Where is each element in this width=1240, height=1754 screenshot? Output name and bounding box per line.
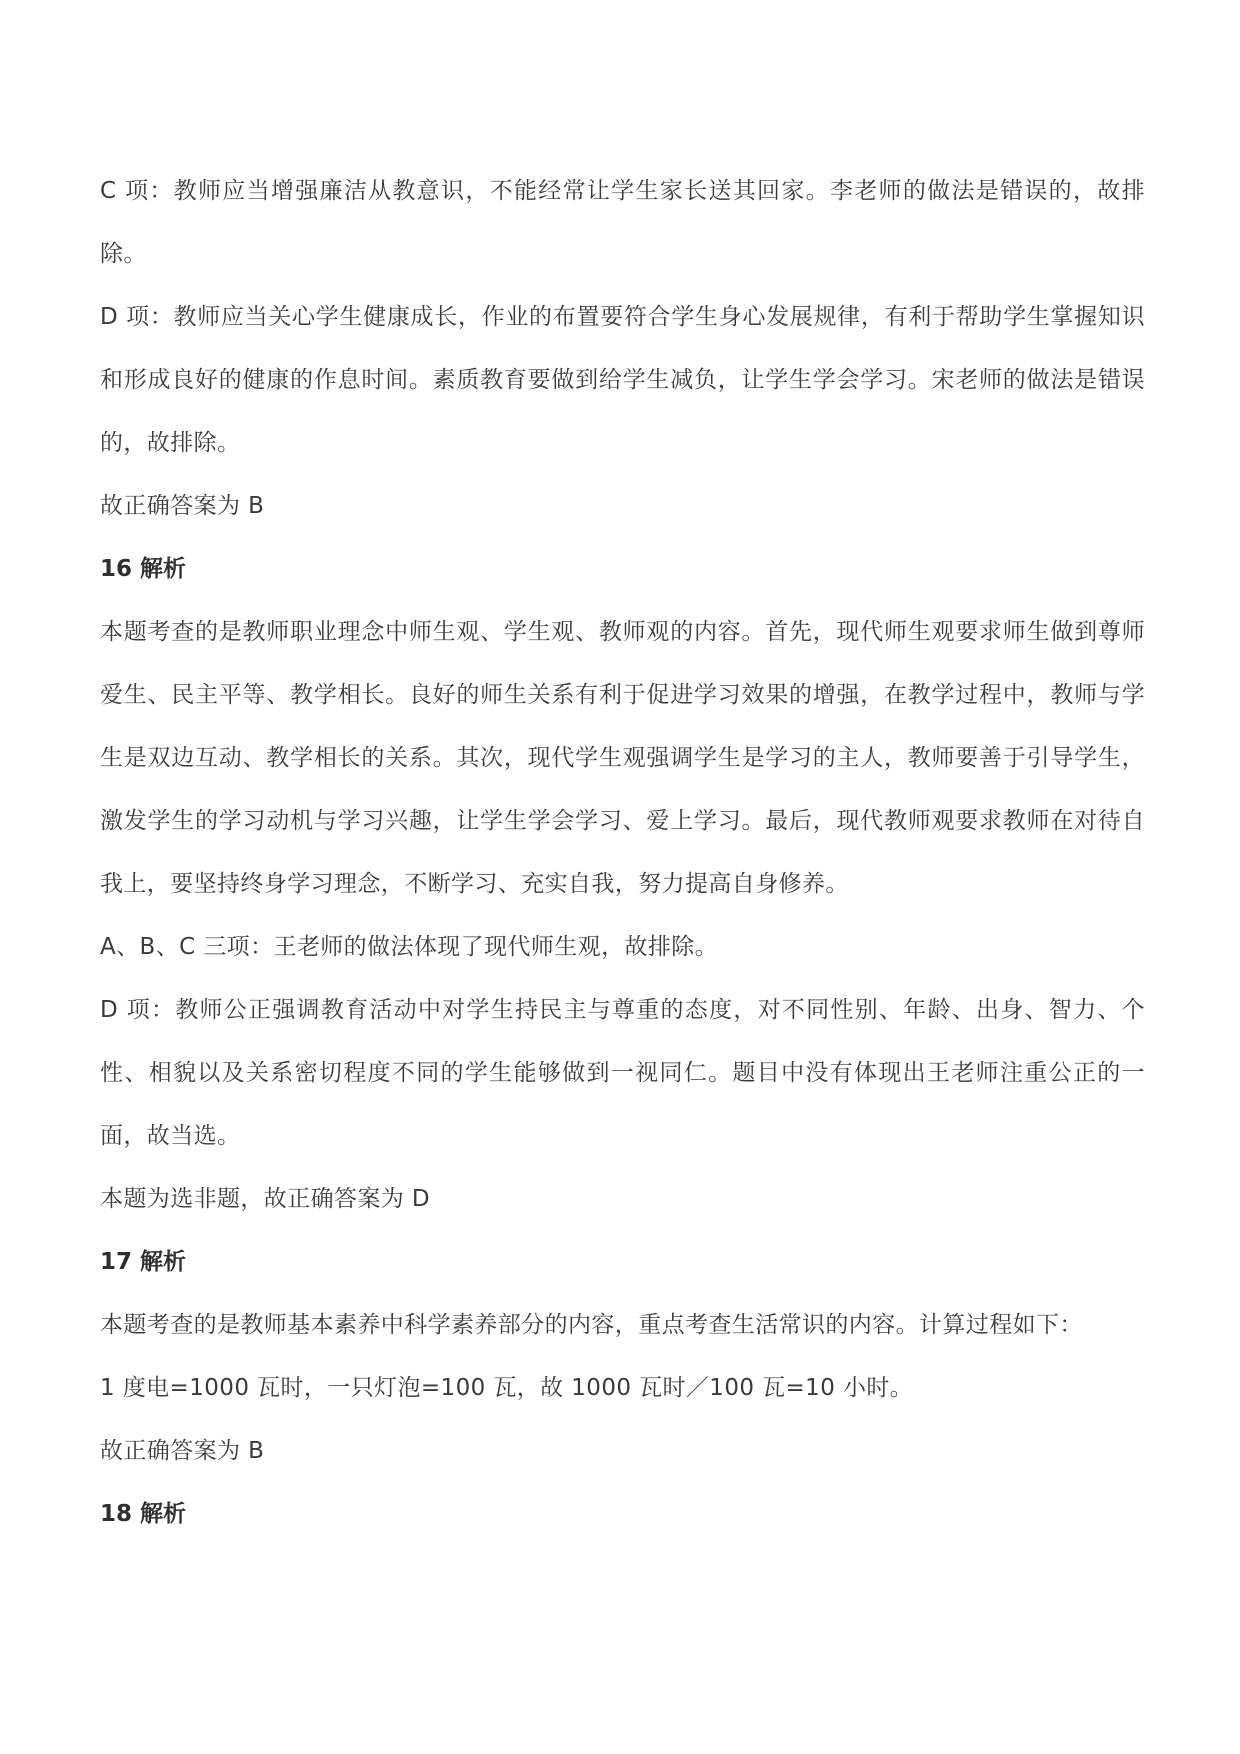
answer-17: 故正确答案为 B [100,1438,265,1464]
paragraph-17-intro: 本题考查的是教师基本素养中科学素养部分的内容，重点考查生活常识的内容。计算过程如下： [100,1312,1083,1338]
paragraph-c-option-15: C 项：教师应当增强廉洁从教意识，不能经常让学生家长送其回家。李老师的做法是错误的，故排除。 [100,178,1145,267]
heading-18-analysis: 18 解析 [100,1501,187,1527]
answer-16: 本题为选非题，故正确答案为 D [100,1186,431,1212]
document-page [100,160,1145,1546]
paragraph-17-calc: 1 度电=1000 瓦时，一只灯泡=100 瓦，故 1000 瓦时／100 瓦=10 小时。 [100,1375,914,1401]
paragraph-16-d: D 项：教师公正强调教育活动中对学生持民主与尊重的态度，对不同性别、年龄、出身、智力、个性、相貌以及关系密切程度不同的学生能够做到一视同仁。题目中没有体现出王老师注重公正的一面，故当选。 [100,997,1145,1149]
heading-17-analysis: 17 解析 [100,1249,187,1275]
paragraph-d-option-15: D 项：教师应当关心学生健康成长，作业的布置要符合学生身心发展规律，有利于帮助学生掌握知识和形成良好的健康的作息时间。素质教育要做到给学生减负，让学生学会学习。宋老师的做法是错误的，故排除。 [100,304,1145,456]
answer-15: 故正确答案为 B [100,493,265,519]
heading-16-analysis: 16 解析 [100,556,187,582]
paragraph-16-intro: 本题考查的是教师职业理念中师生观、学生观、教师观的内容。首先，现代师生观要求师生做到尊师爱生、民主平等、教学相长。良好的师生关系有利于促进学习效果的增强，在教学过程中，教师与学生是双边互动、教学相长的关系。其次，现代学生观强调学生是学习的主人，教师要善于引导学生，激发学生的学习动机与学习兴趣，让学生学会学习、爱上学习。最后，现代教师观要求教师在对待自我上，要坚持终身学习理念，不断学习、充实自我，努力提高自身修养。 [100,619,1145,897]
paragraph-16-abc: A、B、C 三项：王老师的做法体现了现代师生观，故排除。 [100,934,719,960]
